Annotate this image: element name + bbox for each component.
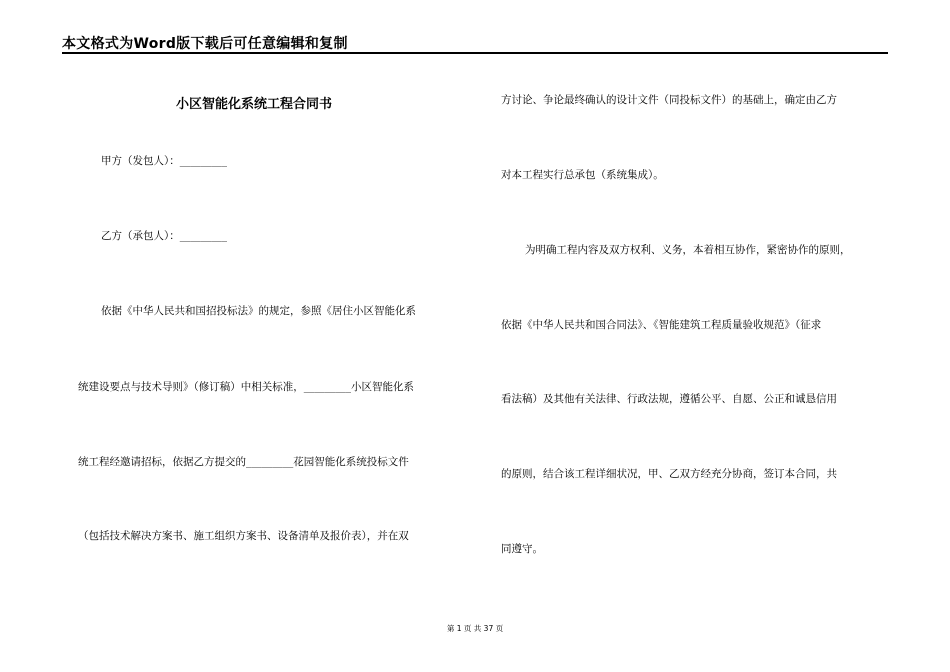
document-title: 小区智能化系统工程合同书 — [176, 97, 333, 112]
paragraph-line: 为明确工程内容及双方权利、义务，本着相互协作，紧密协作的原则， — [525, 244, 851, 256]
party-b-line: 乙方（承包人）：_________ — [101, 230, 227, 242]
paragraph-line: 的原则，结合该工程详细状况，甲、乙双方经充分协商，签订本合同，共 — [501, 468, 837, 480]
paragraph-line: （包括技术解决方案书、施工组织方案书、设备清单及报价表），并在双 — [78, 530, 409, 542]
paragraph-line: 统工程经邀请招标，依据乙方提交的_________花园智能化系统投标文件 — [78, 456, 409, 468]
paragraph-line: 方讨论、争论最终确认的设计文件（同投标文件）的基础上，确定由乙方 — [501, 94, 837, 106]
document-header — [62, 34, 888, 54]
party-a-line: 甲方（发包人）：_________ — [101, 155, 227, 167]
paragraph-line: 统建设要点与技术导则》（修订稿）中相关标准，_________小区智能化系 — [78, 381, 414, 393]
page-number: 第 1 页 共 37 页 — [446, 624, 504, 633]
paragraph-line: 对本工程实行总承包（系统集成）。 — [501, 169, 664, 181]
header-title: 本文格式为Word版下载后可任意编辑和复制 — [62, 36, 348, 52]
paragraph-line: 看法稿）及其他有关法律、行政法规，遵循公平、自愿、公正和诚恳信用 — [501, 393, 837, 405]
paragraph-line: 依据《中华人民共和国招投标法》的规定，参照《居住小区智能化系 — [101, 305, 416, 317]
paragraph-line: 依据《中华人民共和国合同法》、《智能建筑工程质量验收规范》（征求 — [501, 319, 822, 331]
paragraph-line: 同遵守。 — [501, 543, 543, 555]
